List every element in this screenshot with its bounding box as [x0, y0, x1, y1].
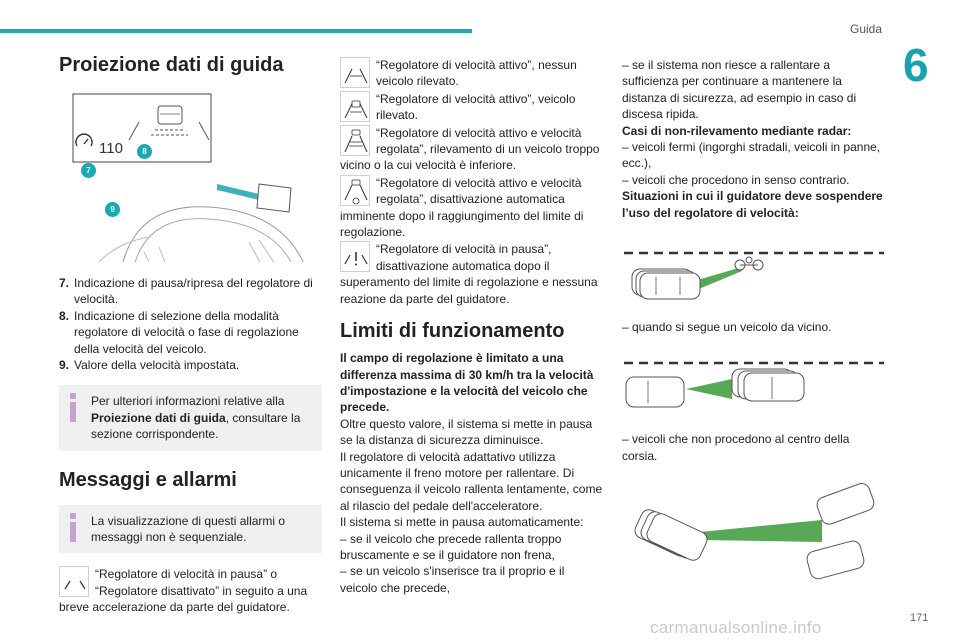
- title-messages-alarms: Messaggi e allarmi: [59, 468, 237, 491]
- callout-8-marker: 8: [137, 144, 152, 159]
- callout-7-marker: 7: [81, 163, 96, 178]
- non-detection-heading: Casi di non-rilevamento mediante radar:: [622, 123, 852, 138]
- paragraph: Oltre questo valore, il sistema si mette in pausa se la distanza di sicurezza diminuisce.: [340, 416, 593, 448]
- cruise-paused-icon: [59, 566, 89, 597]
- dash-item: – se il veicolo che precede rallenta troppo bruscamente e se il guidatore non frena,: [340, 531, 562, 562]
- title-head-up-display: Proiezione dati di guida: [59, 54, 284, 76]
- dash-item: – veicoli fermi (ingorghi stradali, veicoli in panne, ecc.),: [622, 140, 881, 171]
- dashboard-illustration: [59, 92, 322, 262]
- auto-deactivation-icon: [340, 175, 370, 206]
- following-close-figure: [622, 249, 887, 307]
- info-box-messages: La visualizzazione di questi allarmi o messaggi non è sequenziale.: [59, 505, 322, 554]
- message-row: “Regolatore di velocità in pausa”, disattivazione automatica dopo il superamento del limite di regolazione e nessuna reazione da parte del guidatore.: [340, 242, 598, 306]
- column-1: [59, 52, 322, 616]
- dash-item: – se il sistema non riesce a rallentare a sufficienza per continuare a mantenere la distanza di sicurezza, ad esempio in caso di discesa ripida.: [622, 58, 857, 122]
- section-label: Guida: [850, 22, 883, 36]
- message-row: “Regolatore di velocità in pausa” o “Regolatore disattivato” in seguito a una breve accelerazione da parte del guidatore.: [59, 567, 308, 615]
- header-accent-bar: [0, 29, 472, 33]
- off-center-vehicles-figure: [622, 359, 887, 419]
- legend-item: 7. Indicazione di pausa/ripresa del regolatore di velocità.: [59, 276, 313, 307]
- paragraph: Il sistema si mette in pausa automaticamente:: [340, 515, 584, 530]
- watermark: carmanualsonline.info: [650, 618, 822, 637]
- column-2: [340, 57, 603, 596]
- cruise-paused-warning-icon: [340, 241, 370, 272]
- figure-caption: – veicoli che non procedono al centro della corsia.: [622, 432, 850, 463]
- figure-caption: – quando si segue un veicolo da vicino.: [622, 320, 832, 335]
- legend-item: 8. Indicazione di selezione della modalità regolatore di velocità o fase di regolazione della velocità del veicolo.: [59, 308, 299, 356]
- info-icon: [69, 393, 77, 423]
- info-icon: [69, 513, 77, 543]
- column-3: [622, 57, 887, 590]
- legend-item: 9. Valore della velocità impostata.: [59, 358, 240, 373]
- hud-speed-value: 110: [99, 140, 123, 157]
- dash-item: – veicoli che procedono in senso contrario.: [622, 172, 850, 187]
- legend-list: [59, 275, 322, 373]
- vehicle-too-close-icon: [340, 125, 370, 156]
- lane-change-figure: [622, 480, 887, 590]
- page-number: 171: [910, 612, 929, 624]
- paragraph: Il regolatore di velocità adattativo utilizza unicamente il freno motore per rallentare. Di conseguenza il veicolo rallenta lentamente, come al rilascio del pedale dell'acceleratore.: [340, 449, 603, 513]
- cruise-active-vehicle-icon: [340, 91, 370, 122]
- head-up-display-figure: [59, 92, 322, 262]
- chapter-number: 6: [903, 39, 929, 91]
- range-limit-paragraph: Il campo di regolazione è limitato a una differenza massima di 30 km/h tra la velocità d'impostazione e la velocità del veicolo che precede.: [340, 351, 594, 415]
- message-row: “Regolatore di velocità attivo”, veicolo rilevato.: [340, 90, 603, 124]
- message-row: “Regolatore di velocità attivo e velocità regolata”, disattivazione automatica imminente dopo il raggiungimento del limite di regolazione.: [340, 175, 584, 240]
- cruise-active-no-vehicle-icon: [340, 57, 370, 88]
- title-operating-limits: Limiti di funzionamento: [340, 320, 565, 343]
- dash-item: – se un veicolo s'inserisce tra il proprio e il veicolo che precede,: [340, 564, 565, 595]
- callout-9-marker: 9: [105, 202, 120, 217]
- message-row: “Regolatore di velocità attivo e velocità regolata”, rilevamento di un veicolo troppo vicino o la cui velocità è inferiore.: [340, 125, 600, 173]
- info-box-hud: Per ulteriori informazioni relative alla Proiezione dati di guida, consultare la sezione corrispondente.: [59, 385, 322, 450]
- suspend-use-heading: Situazioni in cui il guidatore deve sospendere l’uso del regolatore di velocità:: [622, 189, 883, 220]
- message-row: “Regolatore di velocità attivo”, nessun veicolo rilevato.: [340, 57, 603, 90]
